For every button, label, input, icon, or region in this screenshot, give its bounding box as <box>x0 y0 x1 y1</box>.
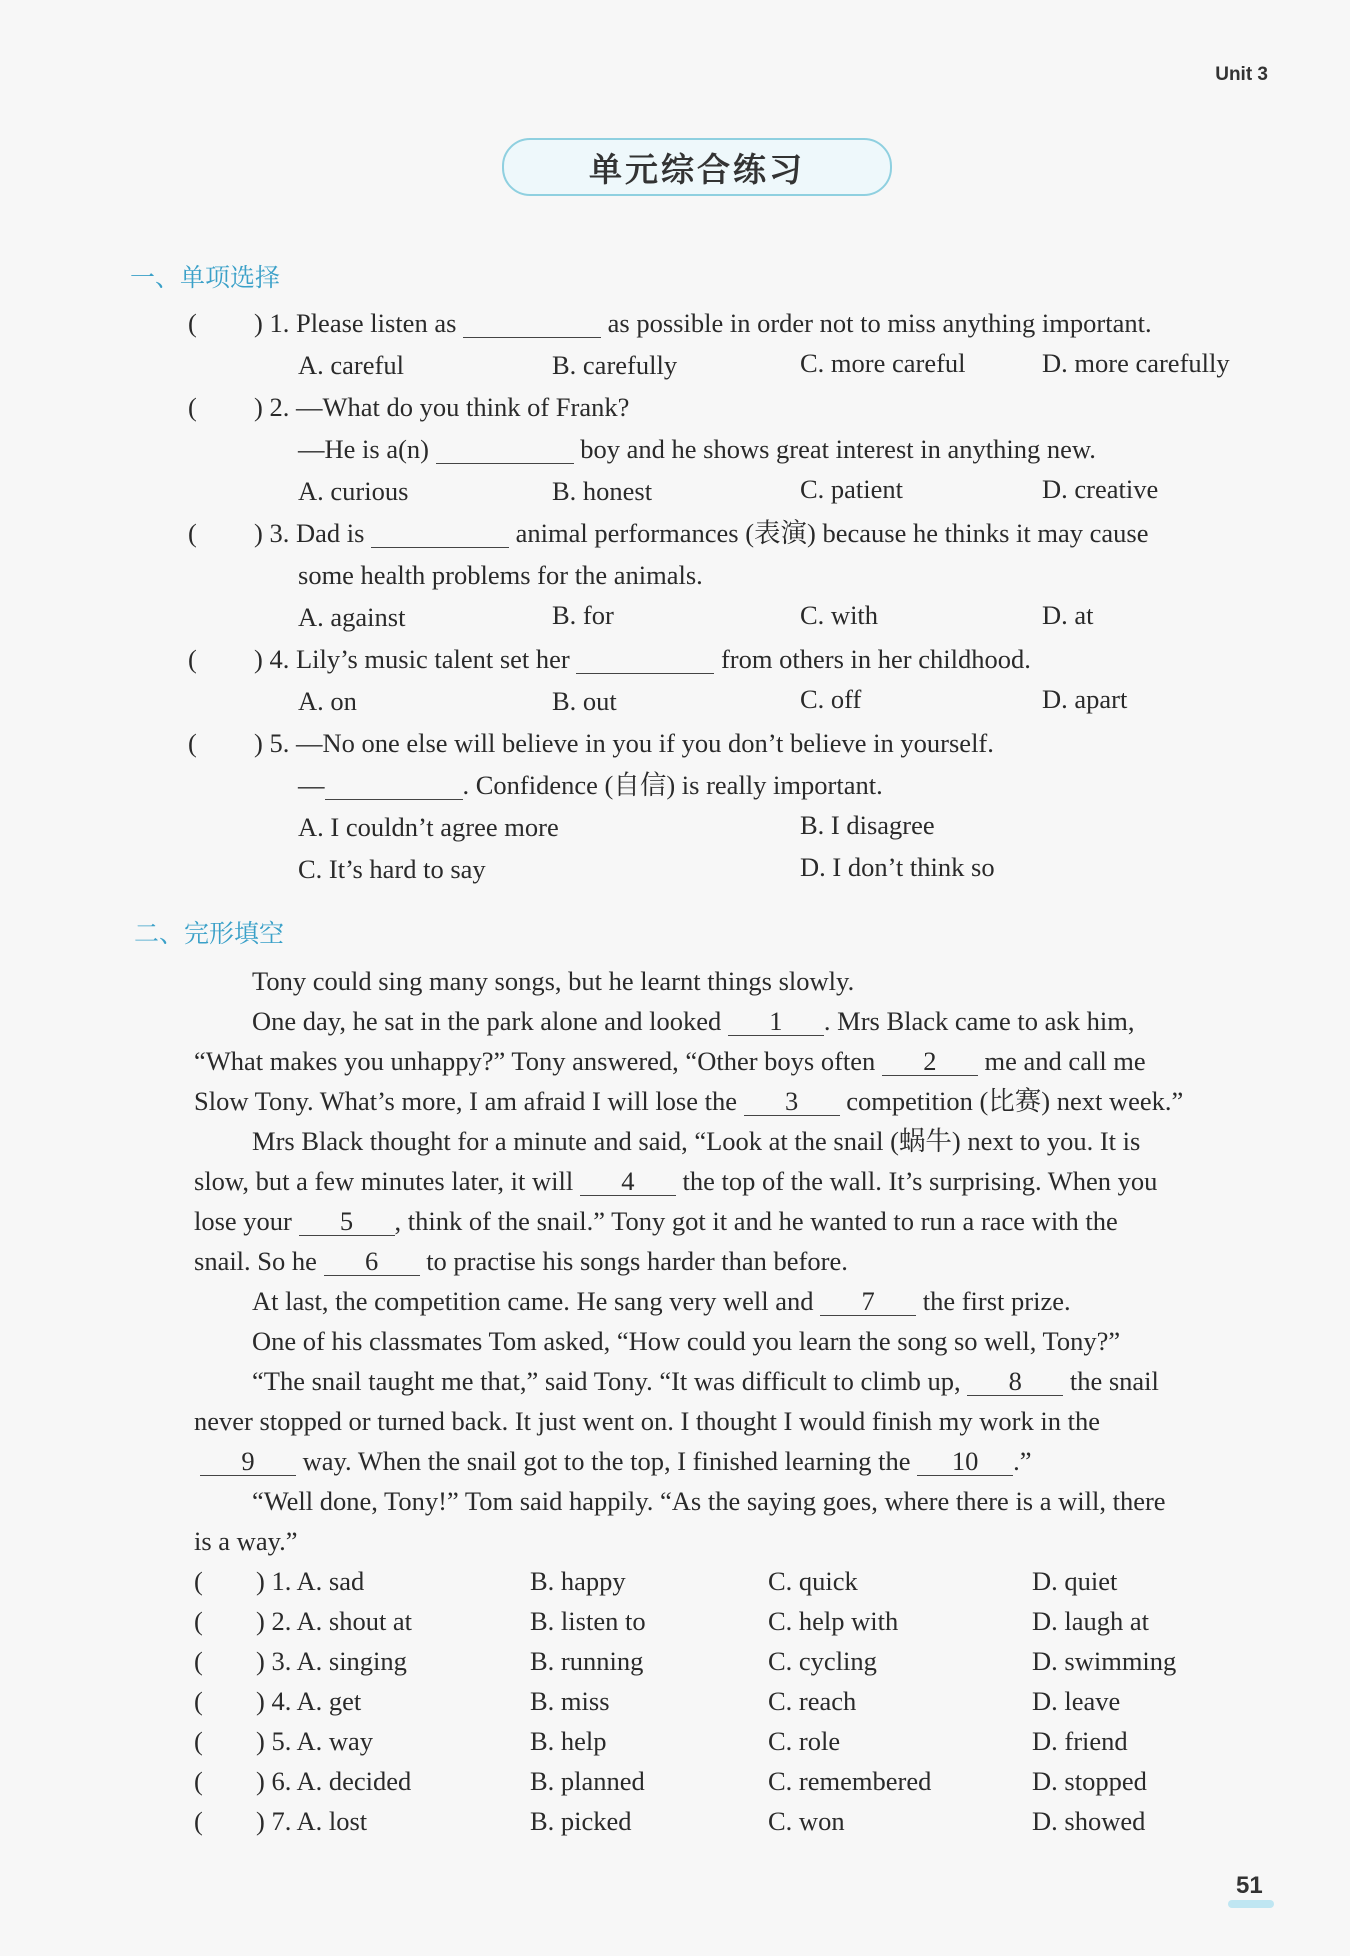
cloze-line: Slow Tony. What’s more, I am afraid I will lose the 3 competition (比赛) next week.” <box>194 1086 1184 1116</box>
option[interactable]: D. at <box>1042 600 1094 630</box>
cloze-line: snail. So he 6 to practise his songs harder than before. <box>194 1246 848 1276</box>
blank[interactable] <box>576 646 714 674</box>
cloze-option-row-num[interactable]: ) 3. A. singing <box>256 1646 407 1676</box>
cloze-line: is a way.” <box>194 1526 298 1556</box>
question-5-line2: — . Confidence (自信) is really important. <box>298 770 883 800</box>
option[interactable]: B. for <box>552 600 614 630</box>
option[interactable]: D. more carefully <box>1042 348 1230 378</box>
option[interactable]: C. remembered <box>768 1766 932 1796</box>
option[interactable]: C. with <box>800 600 879 630</box>
cloze-blank[interactable]: 3 <box>744 1088 840 1116</box>
question-2-line2: —He is a(n) boy and he shows great interest in anything new. <box>298 434 1096 464</box>
blank[interactable] <box>371 520 509 548</box>
cloze-blank[interactable]: 6 <box>324 1248 420 1276</box>
page-number-accent <box>1228 1900 1274 1908</box>
option[interactable]: C. It’s hard to say <box>298 854 486 884</box>
option[interactable]: B. help <box>530 1726 607 1756</box>
cloze-line: lose your 5 , think of the snail.” Tony got it and he wanted to run a race with the <box>194 1206 1118 1236</box>
cloze-line: 9 way. When the snail got to the top, I finished learning the 10 .” <box>200 1448 1032 1476</box>
cloze-blank[interactable]: 8 <box>967 1368 1063 1396</box>
option[interactable]: B. listen to <box>530 1606 646 1636</box>
answer-paren-open: ( <box>188 644 197 674</box>
answer-paren-open: ( <box>188 392 197 422</box>
option[interactable]: B. I disagree <box>800 810 935 840</box>
option[interactable]: D. showed <box>1032 1806 1146 1836</box>
section-heading-cloze: 二、完形填空 <box>134 919 285 948</box>
option[interactable]: B. carefully <box>552 350 678 380</box>
cloze-blank[interactable]: 9 <box>200 1448 296 1476</box>
option[interactable]: C. won <box>768 1806 845 1836</box>
answer-paren-open: ( <box>194 1646 203 1676</box>
answer-paren-open: ( <box>194 1686 203 1716</box>
cloze-line: never stopped or turned back. It just went on. I thought I would finish my work in the <box>194 1406 1100 1436</box>
cloze-option-row-num[interactable]: ) 1. A. sad <box>256 1566 365 1596</box>
option[interactable]: D. leave <box>1032 1686 1121 1716</box>
page-number: 51 <box>1236 1872 1263 1899</box>
cloze-blank[interactable]: 1 <box>728 1008 824 1036</box>
question-1: ) 1. Please listen as as possible in order not to miss anything important. <box>254 308 1152 338</box>
section-heading-single-choice: 一、单项选择 <box>130 263 281 292</box>
option[interactable]: B. picked <box>530 1806 632 1836</box>
option[interactable]: B. out <box>552 686 617 716</box>
cloze-line: One of his classmates Tom asked, “How could you learn the song so well, Tony?” <box>252 1326 1121 1356</box>
option[interactable]: C. help with <box>768 1606 899 1636</box>
answer-paren-open: ( <box>194 1566 203 1596</box>
unit-label: Unit 3 <box>1215 64 1268 85</box>
option[interactable]: A. on <box>298 686 357 716</box>
cloze-blank[interactable]: 2 <box>882 1048 978 1076</box>
answer-paren-open: ( <box>194 1606 203 1636</box>
option[interactable]: D. laugh at <box>1032 1606 1150 1636</box>
cloze-line: “The snail taught me that,” said Tony. “It was difficult to climb up, 8 the snail <box>252 1366 1159 1396</box>
option[interactable]: A. careful <box>298 350 404 380</box>
option[interactable]: B. running <box>530 1646 644 1676</box>
option[interactable]: D. apart <box>1042 684 1128 714</box>
option[interactable]: C. patient <box>800 474 904 504</box>
cloze-line: slow, but a few minutes later, it will 4 the top of the wall. It’s surprising. When you <box>194 1166 1158 1196</box>
answer-paren-open: ( <box>194 1806 203 1836</box>
cloze-line: Mrs Black thought for a minute and said, “Look at the snail (蜗牛) next to you. It is <box>252 1126 1141 1156</box>
cloze-blank[interactable]: 4 <box>580 1168 676 1196</box>
blank[interactable] <box>436 436 574 464</box>
option[interactable]: C. role <box>768 1726 841 1756</box>
title-banner <box>502 138 892 196</box>
blank[interactable] <box>325 772 463 800</box>
option[interactable]: A. against <box>298 602 406 632</box>
question-4: ) 4. Lily’s music talent set her from others in her childhood. <box>254 644 1031 674</box>
option[interactable]: B. miss <box>530 1686 610 1716</box>
question-2: ) 2. —What do you think of Frank? <box>254 392 630 422</box>
answer-paren-open: ( <box>188 308 197 338</box>
option[interactable]: C. reach <box>768 1686 857 1716</box>
question-3-line2: some health problems for the animals. <box>298 560 703 590</box>
cloze-blank[interactable]: 10 <box>917 1448 1013 1476</box>
option[interactable]: D. friend <box>1032 1726 1128 1756</box>
option[interactable]: C. cycling <box>768 1646 877 1676</box>
cloze-line: “What makes you unhappy?” Tony answered, “Other boys often 2 me and call me <box>194 1046 1146 1076</box>
option[interactable]: C. off <box>800 684 862 714</box>
cloze-option-row-num[interactable]: ) 5. A. way <box>256 1726 374 1756</box>
question-5: ) 5. —No one else will believe in you if you don’t believe in yourself. <box>254 728 994 758</box>
option[interactable]: C. quick <box>768 1566 858 1596</box>
page-title: 单元综合练习 <box>589 149 805 189</box>
answer-paren-open: ( <box>194 1726 203 1756</box>
answer-paren-open: ( <box>194 1766 203 1796</box>
option[interactable]: B. happy <box>530 1566 626 1596</box>
option[interactable]: D. stopped <box>1032 1766 1147 1796</box>
cloze-line: One day, he sat in the park alone and looked 1 . Mrs Black came to ask him, <box>252 1006 1135 1036</box>
option[interactable]: D. swimming <box>1032 1646 1177 1676</box>
cloze-option-row-num[interactable]: ) 2. A. shout at <box>256 1606 413 1636</box>
blank[interactable] <box>463 310 601 338</box>
cloze-blank[interactable]: 5 <box>299 1208 395 1236</box>
option[interactable]: A. I couldn’t agree more <box>298 812 559 842</box>
option[interactable]: B. honest <box>552 476 653 506</box>
option[interactable]: B. planned <box>530 1766 645 1796</box>
cloze-option-row-num[interactable]: ) 7. A. lost <box>256 1806 368 1836</box>
cloze-line: Tony could sing many songs, but he learnt things slowly. <box>252 966 855 996</box>
cloze-line: At last, the competition came. He sang very well and 7 the first prize. <box>252 1286 1071 1316</box>
option[interactable]: D. creative <box>1042 474 1159 504</box>
cloze-option-row-num[interactable]: ) 6. A. decided <box>256 1766 412 1796</box>
cloze-option-row-num[interactable]: ) 4. A. get <box>256 1686 362 1716</box>
option[interactable]: C. more careful <box>800 348 966 378</box>
option[interactable]: D. quiet <box>1032 1566 1118 1596</box>
option[interactable]: A. curious <box>298 476 409 506</box>
question-3: ) 3. Dad is animal performances (表演) because he thinks it may cause <box>254 518 1149 548</box>
answer-paren-open: ( <box>188 518 197 548</box>
cloze-blank[interactable]: 7 <box>820 1288 916 1316</box>
option[interactable]: D. I don’t think so <box>800 852 995 882</box>
cloze-line: “Well done, Tony!” Tom said happily. “As the saying goes, where there is a will, there <box>252 1486 1166 1516</box>
answer-paren-open: ( <box>188 728 197 758</box>
